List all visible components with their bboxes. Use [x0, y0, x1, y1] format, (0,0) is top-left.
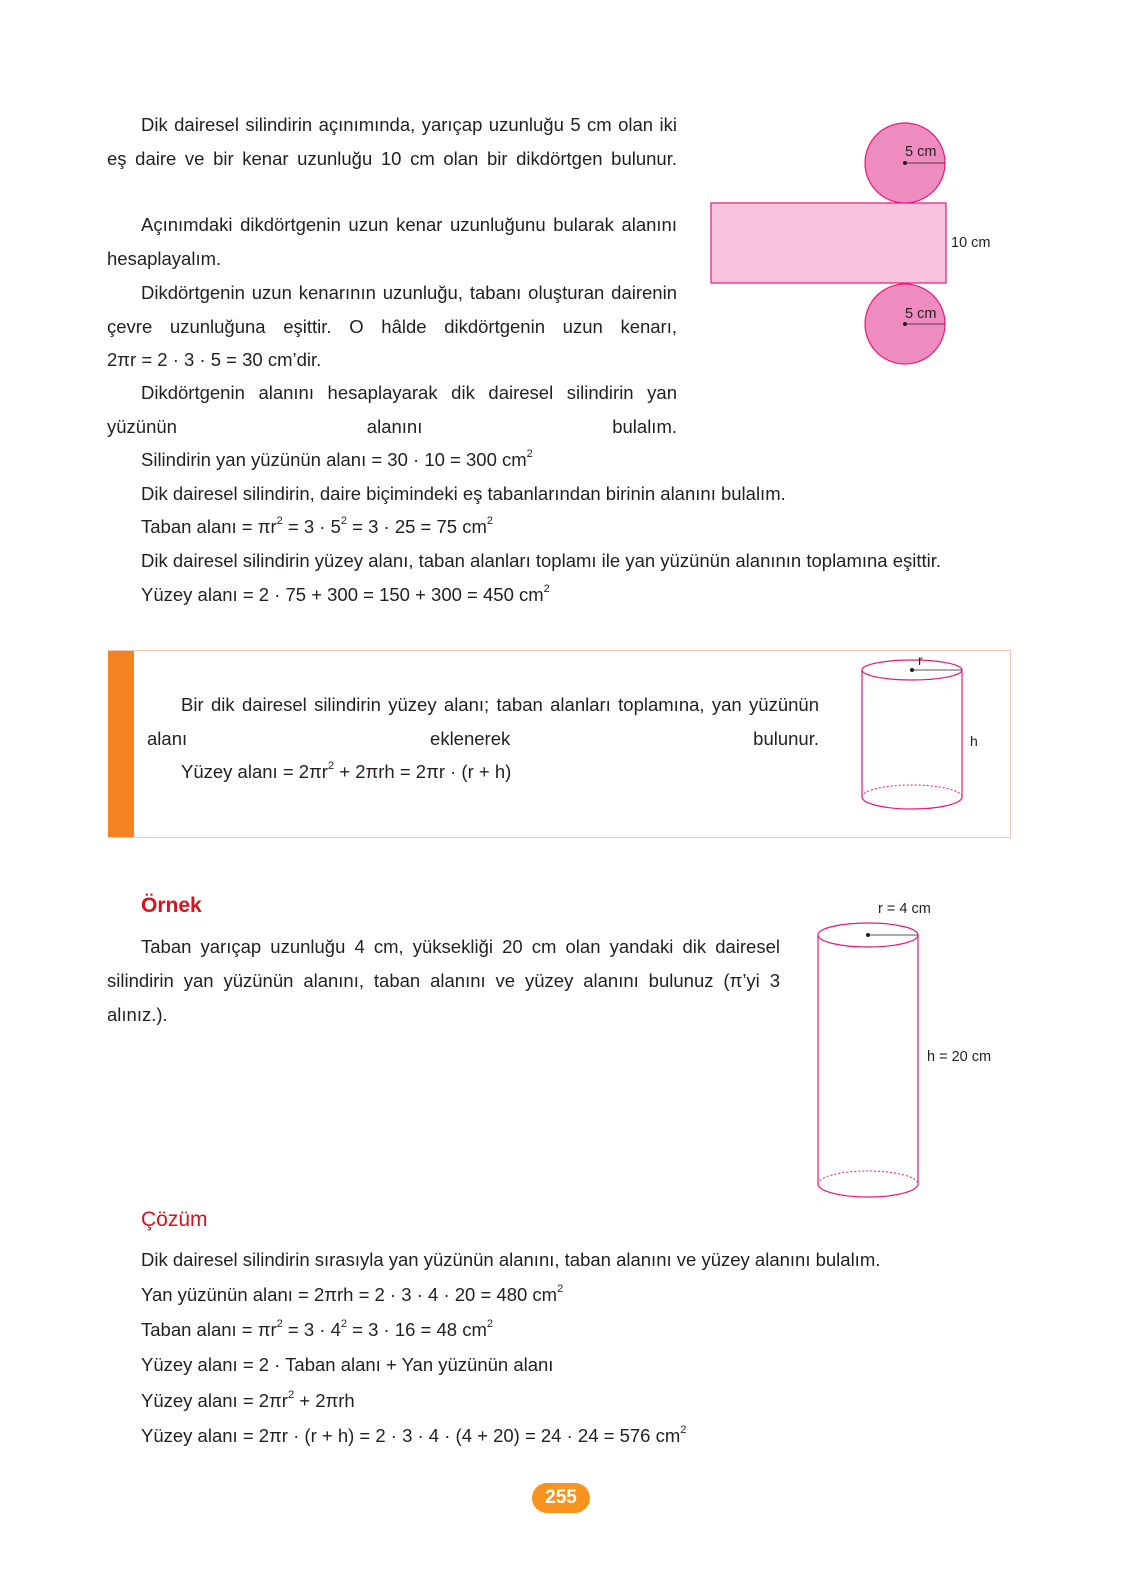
- example-r-label: r = 4 cm: [878, 901, 931, 917]
- page-number-badge: 255: [532, 1483, 590, 1513]
- example-cylinder-bottom-front: [818, 1184, 918, 1197]
- callout-cylinder-bottom-front: [862, 797, 962, 809]
- example-h-label: h = 20 cm: [927, 1049, 992, 1065]
- solution-line-4: Yüzey alanı = $2\pi r^2 + 2\pi rh$: [141, 1389, 355, 1411]
- net-top-radius-label: 5 cm: [905, 144, 937, 160]
- callout-text: Bir dik dairesel silindirin yüzey alanı; taban alanları toplamına, yan yüzünün alanı eklenerek bulunur.: [147, 694, 819, 749]
- solution-line-2: Taban alanı = $\pi r^2 = 3 \cdot 4^2 = 3 \cdot 16 = 48$ $cm^2$: [141, 1318, 494, 1340]
- solution-intro: Dik dairesel silindirin sırasıyla yan yüzünün alanını, taban alanını ve yüzey alanını bulalım.: [141, 1249, 881, 1270]
- surface-intro-line: Dik dairesel silindirin yüzey alanı, taban alanları toplamı ile yan yüzünün alanının toplamına eşittir.: [141, 550, 942, 571]
- base-intro-line: Dik dairesel silindirin, daire biçimindeki eş tabanlarından birinin alanını bulalım.: [141, 483, 786, 504]
- net-top-center: [903, 161, 907, 165]
- callout-cylinder-center: [910, 668, 914, 672]
- solution-heading: Çözüm: [141, 1208, 208, 1231]
- intro-paragraph-4: Dikdörtgenin alanını hesaplayarak dik dairesel silindirin yan yüzünün alanını bulalım.: [107, 382, 677, 437]
- callout-accent-bar: [108, 651, 134, 837]
- solution-line-5: Yüzey alanı = 2πr · (r + h) = 2 · 3 · 4 · (4 + 20) = 24 · 24 = 576 $cm^2$: [141, 1424, 687, 1446]
- net-bottom-radius-label: 5 cm: [905, 306, 937, 322]
- example-cylinder-center: [866, 933, 870, 937]
- surface-area-line: Yüzey alanı = 2 · 75 + 300 = 150 + 300 = 450 $cm^2$: [141, 583, 550, 605]
- callout-cylinder-bottom-back: [862, 785, 962, 797]
- callout-r-label: r: [918, 652, 923, 668]
- cylinder-net-figure: [700, 110, 1020, 380]
- callout-h-label: h: [970, 733, 978, 749]
- intro-paragraph-1: Dik dairesel silindirin açınımında, yarıçap uzunluğu 5 cm olan iki eş daire ve bir kenar uzunluğu 10 cm olan bir dikdörtgen bulunur.: [107, 114, 677, 169]
- callout-cylinder-figure: [850, 650, 1000, 820]
- base-area-line: Taban alanı = $\pi r^2 = 3 \cdot 5^2 = 3 \cdot 25 = 75$ $cm^2$: [141, 515, 494, 537]
- solution-line-1: Yan yüzünün alanı = 2πrh = 2 · 3 · 4 · 20 = 480 $cm^2$: [141, 1283, 564, 1305]
- example-heading: Örnek: [141, 894, 202, 917]
- intro-paragraph-3: Dikdörtgenin uzun kenarının uzunluğu, tabanı oluşturan dairenin çevre uzunluğuna eşittir. O hâlde dikdörtgenin uzun kenarı,: [107, 282, 677, 337]
- net-rect-height-label: 10 cm: [951, 235, 991, 251]
- callout-formula: Yüzey alanı = $2\pi r^2 + 2\pi rh = 2\pi r \cdot (r + h)$: [181, 760, 512, 782]
- solution-line-3: Yüzey alanı = 2 · Taban alanı + Yan yüzünün alanı: [141, 1354, 554, 1375]
- intro-paragraph-2: Açınımdaki dikdörtgenin uzun kenar uzunluğunu bularak alanını hesaplayalım.: [107, 214, 677, 269]
- net-bottom-center: [903, 322, 907, 326]
- example-cylinder-figure: [810, 895, 1020, 1205]
- net-rectangle: [711, 203, 946, 283]
- example-cylinder-bottom-back: [818, 1171, 918, 1184]
- example-text: Taban yarıçap uzunluğu 4 cm, yüksekliği 20 cm olan yandaki dik dairesel silindirin yan yüzünün alanını, taban alanını ve yüzey alanını bulunuz (π’yi 3 alınız.).: [107, 936, 780, 1025]
- intro-paragraph-3-equation: 2πr = 2 · 3 · 5 = 30 cm’dir.: [107, 349, 322, 370]
- side-area-line: Silindirin yan yüzünün alanı = 30 · 10 = 300 $cm^2$: [141, 448, 533, 470]
